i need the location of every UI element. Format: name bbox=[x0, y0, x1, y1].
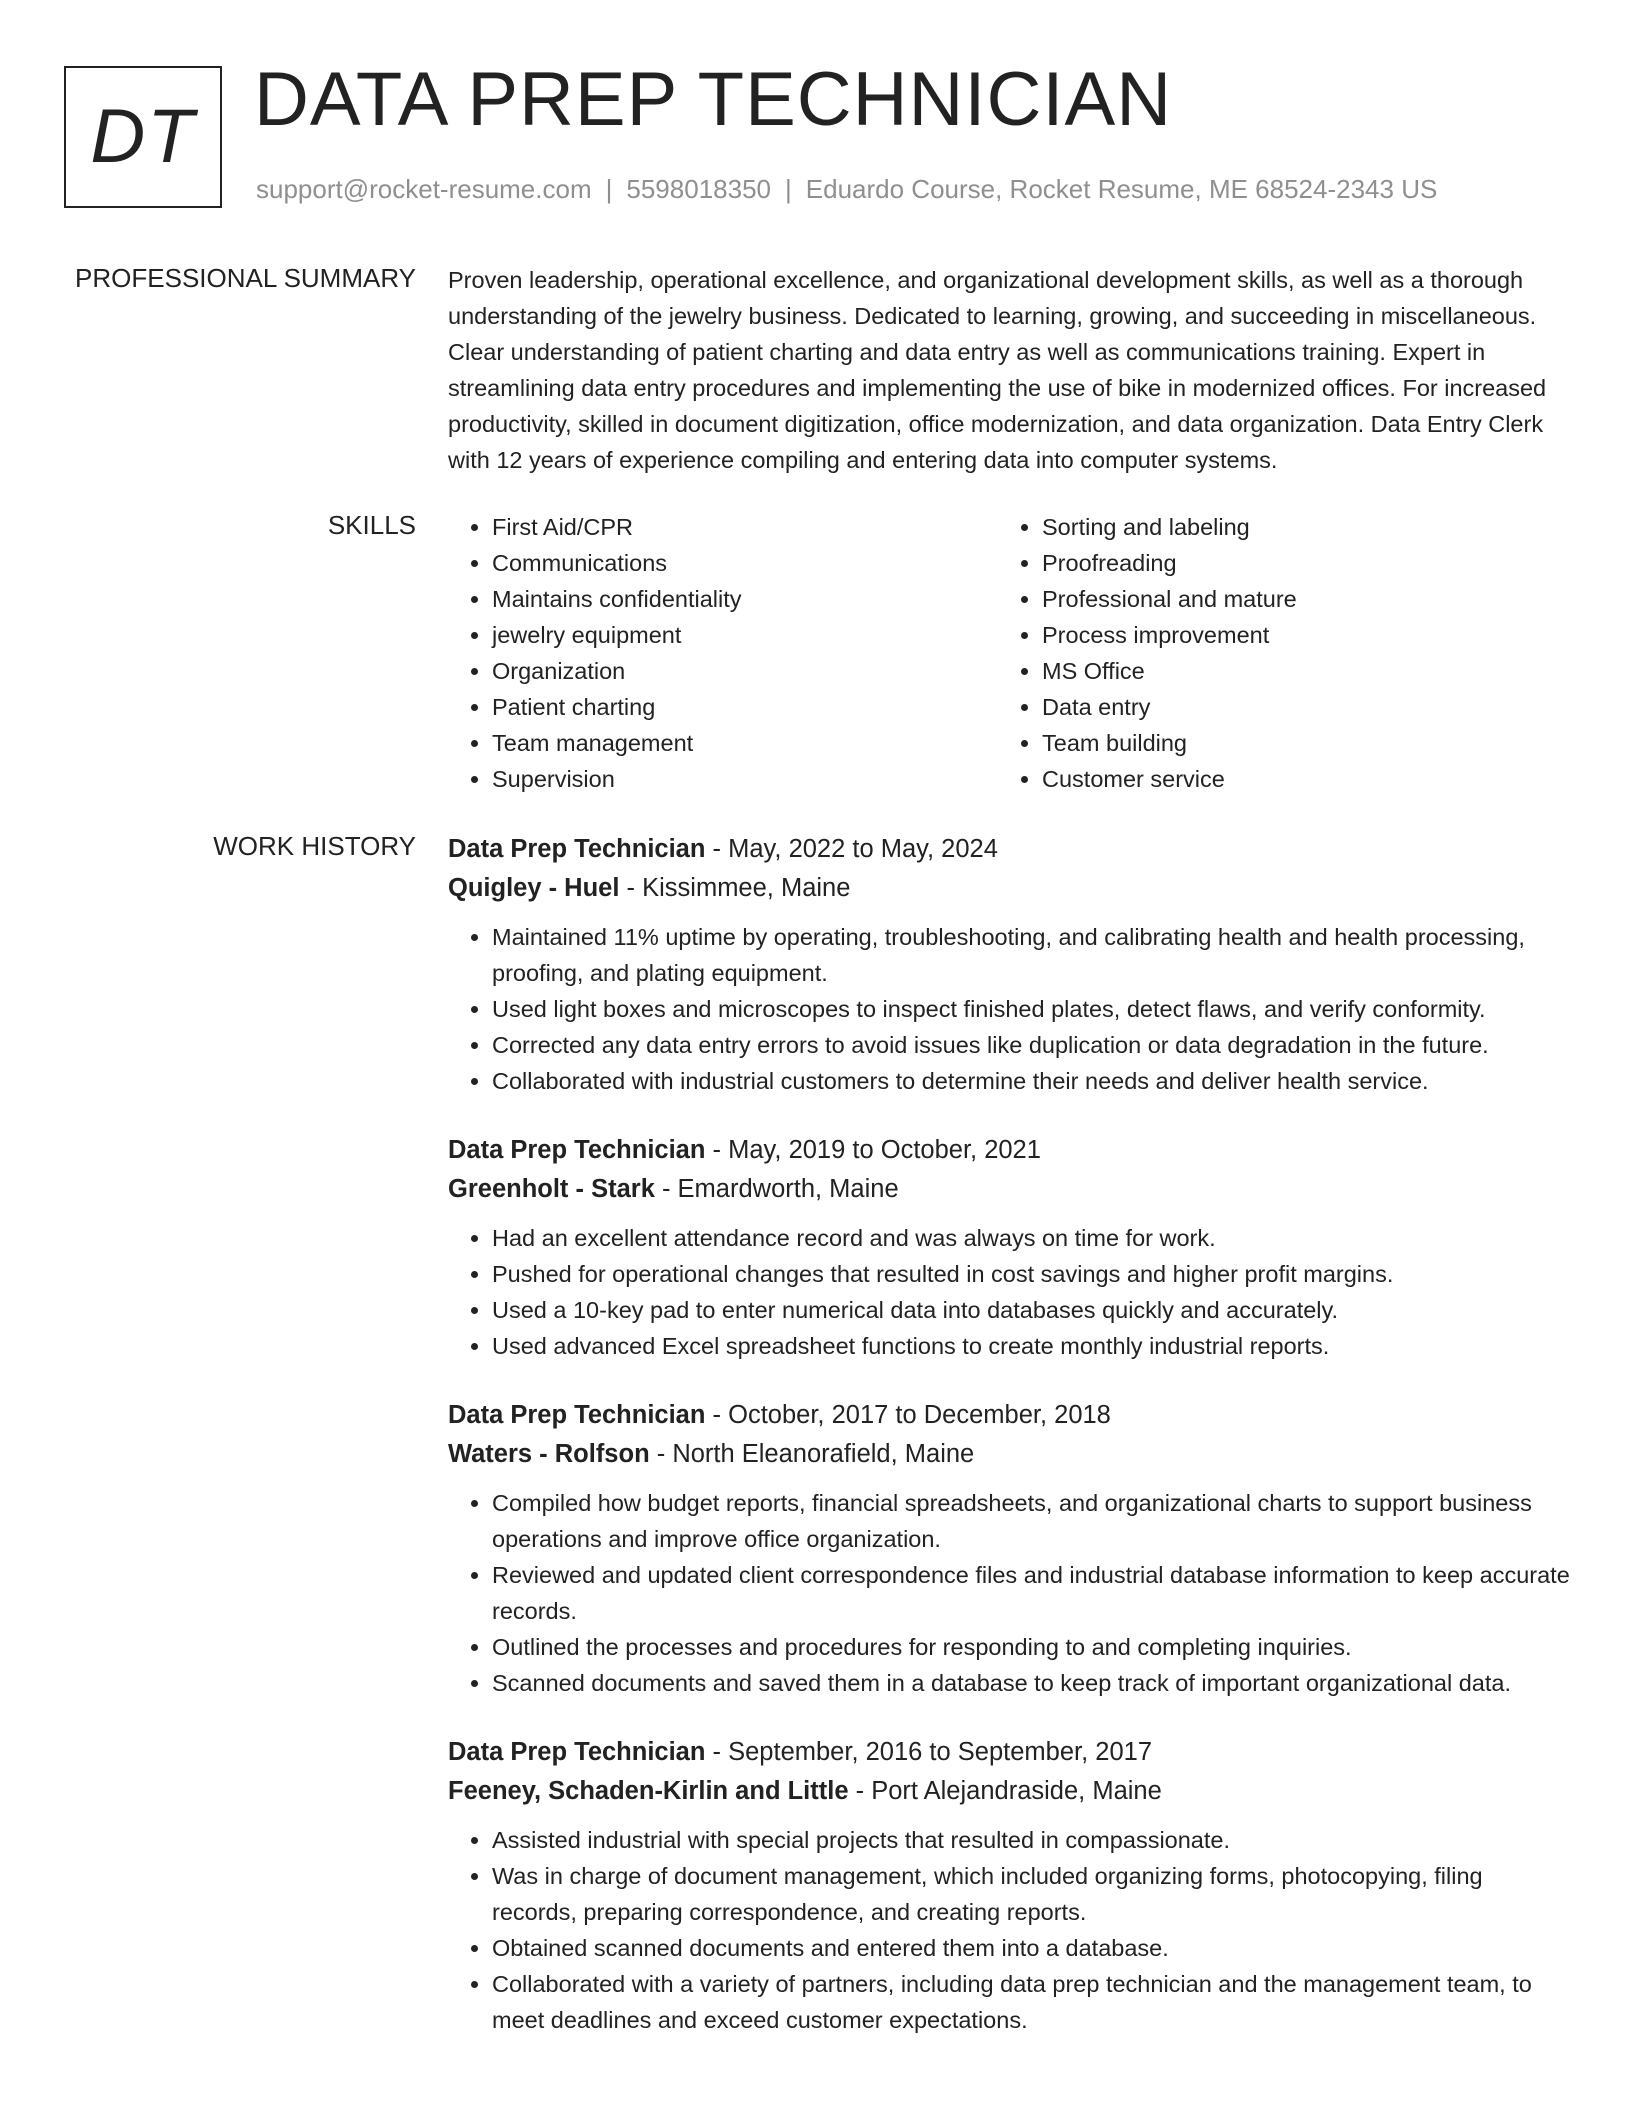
skill-item: • jewelry equipment bbox=[492, 617, 998, 653]
skill-item: • Maintains confidentiality bbox=[492, 581, 998, 617]
job-bullet: • Collaborated with industrial customers to determine their needs and deliver health service. bbox=[492, 1063, 1570, 1099]
job-bullet: • Scanned documents and saved them in a database to keep track of important organizational data. bbox=[492, 1665, 1570, 1701]
job-bullet: • Outlined the processes and procedures for responding to and completing inquiries. bbox=[492, 1629, 1570, 1665]
job-bullets bbox=[448, 919, 1570, 1099]
contact-email: support@rocket-resume.com bbox=[256, 174, 592, 204]
job-title: Data Prep Technician bbox=[448, 1401, 706, 1429]
job-bullet: • Used light boxes and microscopes to inspect finished plates, detect flaws, and verify conformity. bbox=[492, 991, 1570, 1027]
job-bullet: • Corrected any data entry errors to avoid issues like duplication or data degradation in the future. bbox=[492, 1027, 1570, 1063]
resume-title: DATA PREP TECHNICIAN bbox=[254, 57, 1173, 142]
job-title-line bbox=[448, 1733, 1570, 1772]
summary-text: Proven leadership, operational excellence, and organizational development skills, as well as a thorough understanding of the jewelry business. Dedicated to learning, growing, and succeeding in miscellaneous. Clear understanding of patient charting and data entry as well as communications training. Expert in streamlining data entry procedures and implementing the use of bike in modernized offices. For increased productivity, skilled in document digitization, office modernization, and data organization. Data Entry Clerk with 12 years of experience compiling and entering data into computer systems. bbox=[448, 267, 1547, 473]
job-company: Waters - Rolfson bbox=[448, 1440, 650, 1468]
job-location: - Port Alejandraside, Maine bbox=[848, 1777, 1162, 1805]
skill-item: • Proofreading bbox=[1042, 545, 1548, 581]
contact-phone: 5598018350 bbox=[626, 174, 771, 204]
job-title: Data Prep Technician bbox=[448, 835, 706, 863]
job-company: Quigley - Huel bbox=[448, 874, 620, 902]
job-bullet: • Collaborated with a variety of partners, including data prep technician and the management team, to meet deadlines and exceed customer expectations. bbox=[492, 1966, 1570, 2038]
job-title-line bbox=[448, 1131, 1570, 1170]
skill-item: • Supervision bbox=[492, 761, 998, 797]
job-title-line bbox=[448, 1396, 1570, 1435]
job-bullet: • Pushed for operational changes that resulted in cost savings and higher profit margins. bbox=[492, 1256, 1570, 1292]
contact-address: Eduardo Course, Rocket Resume, ME 68524-2343 US bbox=[805, 174, 1438, 204]
skills-heading: SKILLS bbox=[327, 510, 416, 540]
job-bullet: • Used a 10-key pad to enter numerical data into databases quickly and accurately. bbox=[492, 1292, 1570, 1328]
contact-line bbox=[256, 174, 1437, 205]
skill-item: • Process improvement bbox=[1042, 617, 1548, 653]
job-dates: - September, 2016 to September, 2017 bbox=[705, 1738, 1153, 1766]
job-title: Data Prep Technician bbox=[448, 1738, 706, 1766]
resume-body bbox=[0, 262, 1632, 2070]
skill-item: • Organization bbox=[492, 653, 998, 689]
summary-body bbox=[448, 262, 1570, 478]
summary-heading: PROFESSIONAL SUMMARY bbox=[75, 263, 416, 293]
job-location: - North Eleanorafield, Maine bbox=[649, 1440, 975, 1468]
job-bullet: • Reviewed and updated client correspondence files and industrial database information to keep accurate records. bbox=[492, 1557, 1570, 1629]
job-title-line bbox=[448, 830, 1570, 869]
skill-item: • Data entry bbox=[1042, 689, 1548, 725]
job-bullets bbox=[448, 1822, 1570, 2038]
summary-section bbox=[0, 262, 1632, 478]
work-history-heading: WORK HISTORY bbox=[213, 831, 416, 861]
monogram-initials: DT bbox=[90, 94, 196, 179]
job-entry bbox=[448, 1733, 1570, 2038]
job-bullet: • Maintained 11% uptime by operating, troubleshooting, and calibrating health and health processing, proofing, and plating equipment. bbox=[492, 919, 1570, 991]
job-location: - Kissimmee, Maine bbox=[619, 874, 851, 902]
work-history-section bbox=[0, 830, 1632, 2070]
job-bullet: • Was in charge of document management, which included organizing forms, photocopying, filing records, preparing correspondence, and creating reports. bbox=[492, 1858, 1570, 1930]
job-location: - Emardworth, Maine bbox=[654, 1175, 899, 1203]
job-company: Feeney, Schaden-Kirlin and Little bbox=[448, 1777, 849, 1805]
job-company-line bbox=[448, 869, 1570, 908]
job-company-line bbox=[448, 1170, 1570, 1209]
job-entry bbox=[448, 830, 1570, 1099]
skill-item: • Team building bbox=[1042, 725, 1548, 761]
skill-item: • MS Office bbox=[1042, 653, 1548, 689]
job-bullets bbox=[448, 1220, 1570, 1364]
contact-separator: | bbox=[605, 174, 613, 204]
work-history-list bbox=[448, 830, 1570, 2070]
job-bullets bbox=[448, 1485, 1570, 1701]
contact-separator: | bbox=[785, 174, 792, 204]
skills-section bbox=[0, 509, 1632, 797]
monogram-badge bbox=[64, 66, 222, 208]
skill-item: • Sorting and labeling bbox=[1042, 509, 1548, 545]
job-company-line bbox=[448, 1435, 1570, 1474]
job-bullet: • Assisted industrial with special projects that resulted in compassionate. bbox=[492, 1822, 1570, 1858]
skill-item: • First Aid/CPR bbox=[492, 509, 998, 545]
job-company: Greenholt - Stark bbox=[448, 1175, 655, 1203]
skills-list bbox=[448, 509, 1570, 797]
job-dates: - May, 2022 to May, 2024 bbox=[705, 835, 998, 863]
job-bullet: • Had an excellent attendance record and was always on time for work. bbox=[492, 1220, 1570, 1256]
skills-column-right bbox=[998, 509, 1548, 797]
skill-item: • Communications bbox=[492, 545, 998, 581]
skill-item: • Team management bbox=[492, 725, 998, 761]
skill-item: • Professional and mature bbox=[1042, 581, 1548, 617]
job-dates: - May, 2019 to October, 2021 bbox=[705, 1136, 1041, 1164]
job-entry bbox=[448, 1396, 1570, 1701]
job-dates: - October, 2017 to December, 2018 bbox=[705, 1401, 1111, 1429]
job-title: Data Prep Technician bbox=[448, 1136, 706, 1164]
skill-item: • Patient charting bbox=[492, 689, 998, 725]
job-company-line bbox=[448, 1772, 1570, 1811]
job-bullet: • Obtained scanned documents and entered them into a database. bbox=[492, 1930, 1570, 1966]
job-entry bbox=[448, 1131, 1570, 1364]
job-bullet: • Compiled how budget reports, financial spreadsheets, and organizational charts to support business operations and improve office organization. bbox=[492, 1485, 1570, 1557]
skill-item: • Customer service bbox=[1042, 761, 1548, 797]
skills-column-left bbox=[448, 509, 998, 797]
job-bullet: • Used advanced Excel spreadsheet functions to create monthly industrial reports. bbox=[492, 1328, 1570, 1364]
